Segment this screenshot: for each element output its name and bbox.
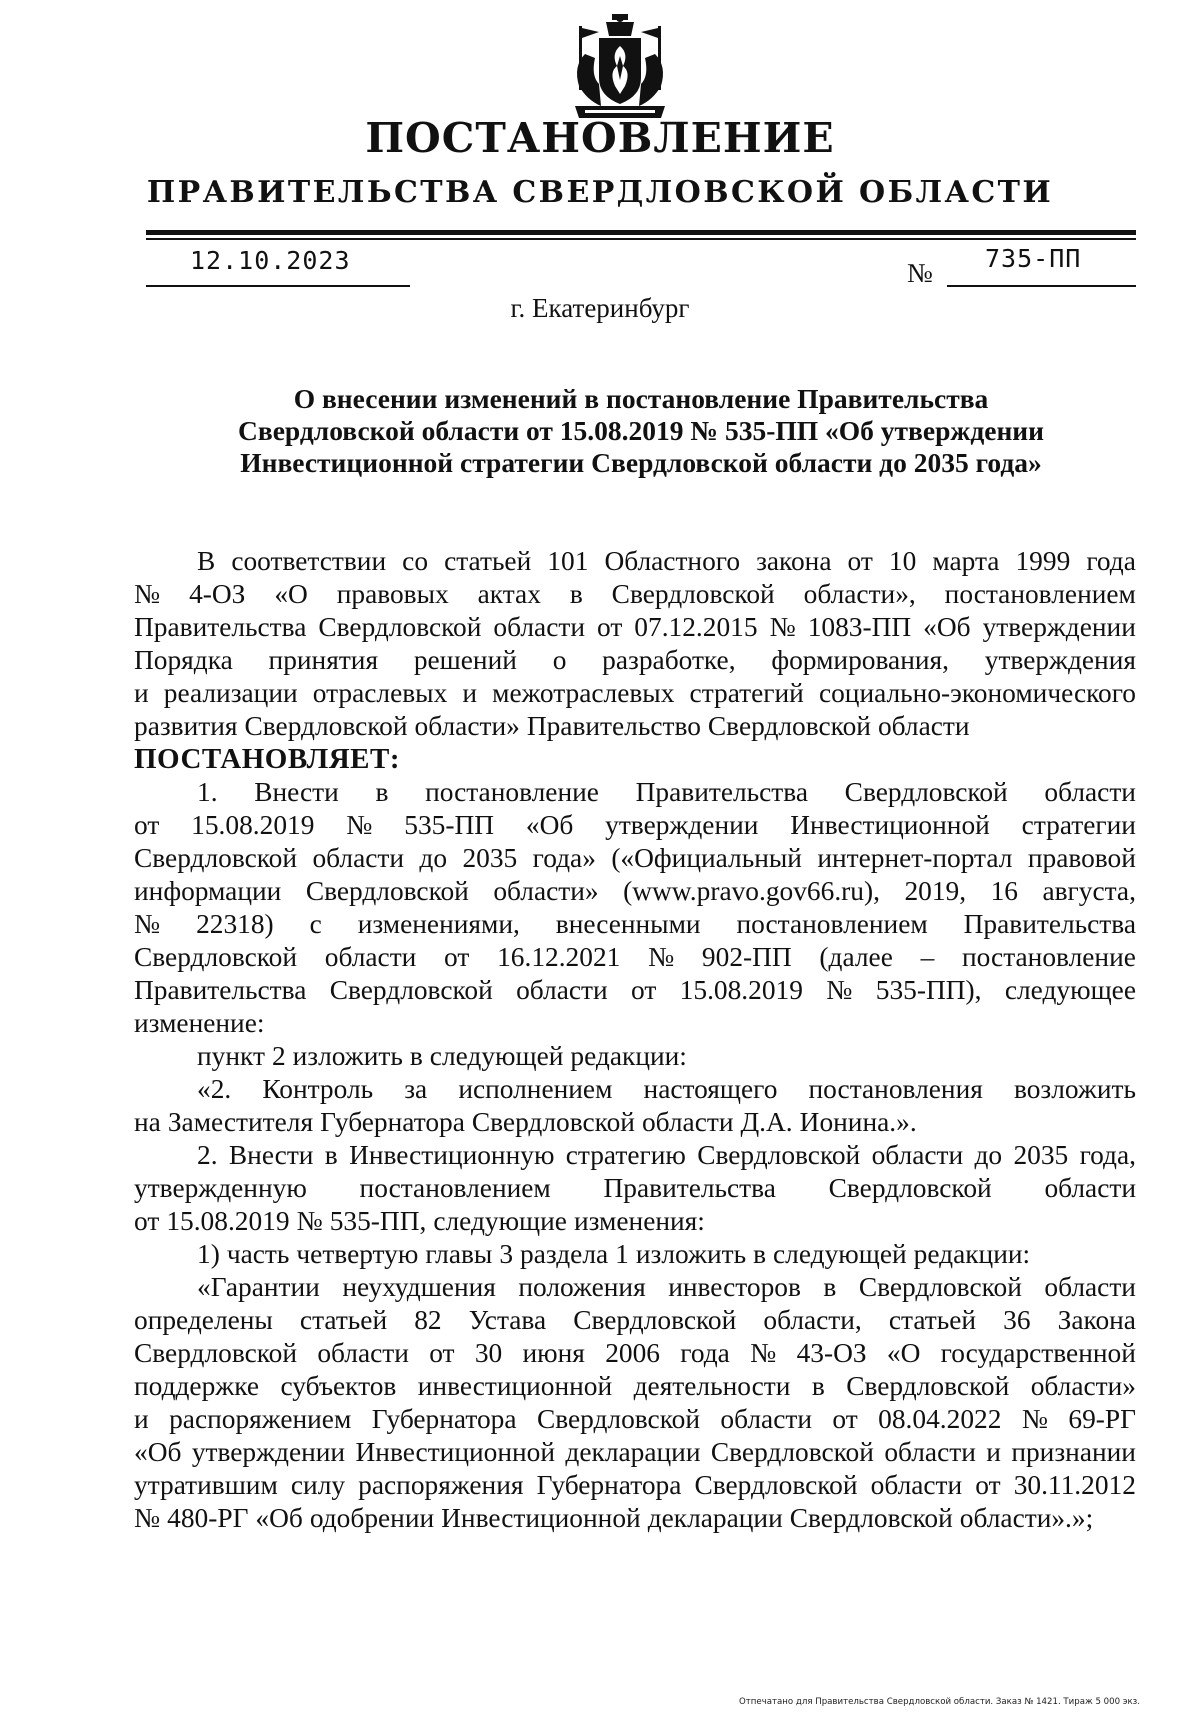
word: 902-ПП (701, 942, 792, 972)
word: Порядка (134, 645, 233, 675)
word: в (375, 777, 389, 807)
word: возложить (1013, 1074, 1136, 1104)
word: области, (763, 1305, 862, 1335)
word: 480-РГ (167, 1503, 249, 1533)
word: стратегий (689, 678, 804, 708)
word: и (986, 1437, 1001, 1467)
word: редакции: (913, 1239, 1031, 1269)
word: исполнением (458, 1074, 613, 1104)
word: 43-ОЗ (796, 1338, 867, 1368)
word: инвестиционной (417, 1371, 613, 1401)
word: 2035 (462, 843, 518, 873)
body-line (134, 1403, 1136, 1436)
word: области (493, 612, 585, 642)
word: постановление (425, 777, 599, 807)
word: июня (522, 1338, 585, 1368)
word: 2006 (605, 1338, 660, 1368)
word: межотраслевых (492, 678, 675, 708)
word: неухудшения (342, 1272, 496, 1302)
word: Свердловской (828, 1173, 992, 1203)
word: Правительства (603, 1173, 776, 1203)
word: Свердловской (844, 777, 1008, 807)
word: в (811, 1371, 825, 1401)
word: часть (226, 1239, 290, 1269)
word: закона (756, 546, 832, 576)
word: Губернатора (371, 1404, 517, 1434)
body-line (134, 545, 1136, 578)
document-number: 735-ПП (985, 244, 1082, 273)
word: Правительства (635, 777, 808, 807)
word: 1) (197, 1239, 220, 1269)
body-line (134, 1172, 1136, 1205)
word: интернет-портал (817, 843, 1013, 873)
word: пункт (197, 1041, 265, 1071)
body-line (134, 1502, 1136, 1535)
word: утвержденную (134, 1173, 307, 1203)
word: марта (932, 546, 1000, 576)
word: от (631, 975, 657, 1005)
word: следующей (429, 1041, 564, 1071)
word: «Об (255, 1503, 303, 1533)
word: Устава (468, 1305, 547, 1335)
word: года» (532, 843, 596, 873)
word: четвертую (296, 1239, 419, 1269)
document-type-title: ПОСТАНОВЛЕНИЕ (365, 114, 835, 162)
word: Свердловской (694, 1470, 858, 1500)
word: поддержке (134, 1371, 259, 1401)
word: утверждении (605, 810, 759, 840)
word: изменения: (573, 1206, 705, 1236)
word: утверждении (982, 612, 1136, 642)
body-line (134, 1469, 1136, 1502)
body-line (134, 1436, 1136, 1469)
word: информации (134, 876, 282, 906)
word: области».»; (959, 1503, 1094, 1533)
word: Ионина.». (799, 1107, 917, 1137)
word: Правительства (134, 975, 307, 1005)
word: Свердловской (697, 1140, 861, 1170)
word: области (1044, 777, 1136, 807)
word: № (296, 1206, 323, 1236)
word: области» (414, 711, 520, 741)
body-line (134, 1337, 1136, 1370)
word: Свердловской (611, 579, 775, 609)
word: деятельности (633, 1371, 791, 1401)
body-line (134, 1106, 1136, 1139)
word: 2. (197, 1140, 218, 1170)
word: внесенными (555, 909, 701, 939)
word: 2035 (1013, 1140, 1069, 1170)
document-date: 12.10.2023 (190, 246, 351, 275)
word: № (826, 975, 853, 1005)
header-rule-thick (146, 230, 1136, 235)
word: со (402, 546, 429, 576)
word: 535-ПП, (329, 1206, 427, 1236)
word: инвесторов (668, 1272, 801, 1302)
word: изложить (635, 1239, 747, 1269)
resolution-keyword: ПОСТАНОВЛЯЕТ: (134, 743, 400, 775)
word: «Гарантии (197, 1272, 320, 1302)
word: года, (1079, 1140, 1136, 1170)
word: Контроль (262, 1074, 374, 1104)
word: в (324, 1140, 338, 1170)
word: № (134, 579, 161, 609)
word: Свердловской (329, 975, 493, 1005)
word: до (419, 843, 448, 873)
word: утверждении (191, 1437, 346, 1467)
word: развития (134, 711, 238, 741)
body-line (134, 809, 1136, 842)
word: силу (290, 1470, 346, 1500)
word: следующие (433, 1206, 567, 1236)
word: 2 (271, 1041, 286, 1071)
word: решений (413, 645, 517, 675)
word: статьей (888, 1305, 977, 1335)
word: Инвестиционной (355, 1437, 556, 1467)
word: 30 (474, 1338, 503, 1368)
word: области (516, 975, 608, 1005)
word: главы (425, 1239, 493, 1269)
body-line (134, 1238, 1136, 1271)
word: редакции: (570, 1041, 687, 1071)
word: формирования, (771, 645, 949, 675)
word: Свердловской (710, 1437, 874, 1467)
word: Свердловской (471, 1107, 635, 1137)
word: области», (803, 579, 916, 609)
word: одобрении (309, 1503, 435, 1533)
word: Свердловской (134, 942, 298, 972)
body-line (134, 776, 1136, 809)
word: Областного (604, 546, 741, 576)
print-footer: Отпечатано для Правительства Свердловской области. Заказ № 1421. Тираж 5 000 экз. (739, 1697, 1140, 1707)
word: 15.08.2019 (166, 1206, 290, 1236)
word: области (720, 1404, 812, 1434)
word: Губернатора (320, 1107, 465, 1137)
word: 101 (547, 546, 589, 576)
word: области» (493, 876, 599, 906)
body-line (134, 974, 1136, 1007)
document-body (134, 545, 1136, 1535)
word: субъектов (280, 1371, 397, 1401)
word: распоряжения (358, 1470, 524, 1500)
word: Губернатора (536, 1470, 682, 1500)
word: Д.А. (740, 1107, 793, 1137)
word: № (346, 810, 373, 840)
word: от (134, 810, 160, 840)
body-line (134, 578, 1136, 611)
word: распоряжением (169, 1404, 352, 1434)
word: и (462, 678, 478, 708)
word: в (753, 1239, 767, 1269)
body-line (134, 1007, 1136, 1040)
body-line (134, 644, 1136, 677)
word: области (317, 1338, 409, 1368)
body-line (134, 1073, 1136, 1106)
word: Свердловской (244, 711, 408, 741)
word: 16 (990, 876, 1018, 906)
word: признании (1011, 1437, 1136, 1467)
word: на (134, 1107, 161, 1137)
word: положения (518, 1272, 646, 1302)
body-line (134, 1304, 1136, 1337)
word: Свердловской (789, 1503, 953, 1533)
body-line (134, 710, 1136, 743)
word: Правительство (526, 711, 701, 741)
word: 1 (615, 1239, 629, 1269)
word: соответствии (231, 546, 387, 576)
word: 2019, (904, 876, 967, 906)
word: декларации (565, 1437, 701, 1467)
word: области (877, 711, 970, 741)
word: Правительства (134, 612, 307, 642)
word: от (596, 612, 623, 642)
word: о (552, 645, 567, 675)
word: Свердловской (707, 711, 871, 741)
word: утратившим (134, 1470, 278, 1500)
word: и (134, 678, 149, 708)
body-line (134, 941, 1136, 974)
word: «Об (923, 612, 971, 642)
word: 4-ОЗ (189, 579, 246, 609)
word: (www.pravo.gov66.ru), (623, 876, 880, 906)
word: от (975, 1470, 1001, 1500)
word: области (324, 942, 417, 972)
coat-of-arms-icon (565, 14, 675, 118)
word: Заместителя (167, 1107, 314, 1137)
body-line (134, 1370, 1136, 1403)
word: в (409, 1041, 423, 1071)
word: области (1044, 1272, 1136, 1302)
body-line (134, 1271, 1136, 1304)
number-underline (947, 285, 1136, 287)
word: 15.08.2019 (191, 810, 315, 840)
word: правовой (1027, 843, 1136, 873)
word: № (1021, 1404, 1048, 1434)
word: 3 (499, 1239, 514, 1269)
number-label: № (907, 258, 933, 288)
word: 1. (197, 777, 218, 807)
word: 30.11.2012 (1013, 1470, 1136, 1500)
word: правовых (336, 579, 449, 609)
word: области» (1030, 1371, 1136, 1401)
body-line (134, 908, 1136, 941)
word: за (404, 1074, 428, 1104)
word: стратегию (565, 1140, 686, 1170)
word: Свердловской (134, 1338, 298, 1368)
word: изменение: (134, 1008, 265, 1038)
word: Свердловской (305, 876, 469, 906)
word: № (648, 942, 675, 972)
word: года (680, 1338, 730, 1368)
word: статьей (299, 1305, 388, 1335)
word: в (569, 579, 583, 609)
body-line (134, 611, 1136, 644)
word: «Об (134, 1437, 182, 1467)
word: раздела (520, 1239, 609, 1269)
word: В (197, 546, 216, 576)
word: Инвестиционную (349, 1140, 555, 1170)
word: от (847, 546, 873, 576)
word: в (823, 1272, 837, 1302)
word: Свердловской (536, 1404, 700, 1434)
word: года (1086, 546, 1136, 576)
heading-line: О внесении изменений в постановление Правительства (293, 383, 989, 414)
word: Инвестиционной (790, 810, 990, 840)
word: статьей (444, 546, 532, 576)
word: № (134, 1503, 161, 1533)
word: от (832, 1404, 858, 1434)
word: и (134, 1404, 149, 1434)
word: с (309, 909, 322, 939)
word: области (870, 1470, 963, 1500)
word: определены (134, 1305, 273, 1335)
word: от (429, 1338, 455, 1368)
word: постановлением (944, 579, 1136, 609)
word: 82 (414, 1305, 442, 1335)
word: 15.08.2019 (679, 975, 803, 1005)
word: Свердловской (318, 612, 482, 642)
word: настоящего (643, 1074, 778, 1104)
header-rule-thin (146, 238, 1136, 240)
word: государственной (940, 1338, 1136, 1368)
word: августа, (1042, 876, 1136, 906)
word: Внести (228, 1140, 314, 1170)
word: разработке, (602, 645, 736, 675)
word: декларации (647, 1503, 783, 1533)
word: 36 (1003, 1305, 1031, 1335)
word: «О (886, 1338, 921, 1368)
word: следующей (773, 1239, 907, 1269)
city-name: г. Екатеринбург (510, 293, 690, 323)
word: 69-РГ (1068, 1404, 1136, 1434)
word: от (444, 942, 470, 972)
word: № (750, 1338, 777, 1368)
word: Правительства (963, 909, 1136, 939)
word: («Официальный (611, 843, 802, 873)
word: области (871, 1140, 964, 1170)
word: от (134, 1206, 160, 1236)
word: 10 (888, 546, 917, 576)
word: 535-ПП (404, 810, 495, 840)
word: № (134, 909, 161, 939)
date-underline (146, 285, 410, 287)
word: 22318) (196, 909, 274, 939)
body-line (134, 1139, 1136, 1172)
word: № (769, 612, 796, 642)
word: – (920, 942, 935, 972)
word: области (641, 1107, 734, 1137)
word: принятия (268, 645, 379, 675)
word: области (884, 1437, 976, 1467)
word: «О (274, 579, 308, 609)
word: изложить (292, 1041, 403, 1071)
word: стратегии (1021, 810, 1136, 840)
word: области (1044, 1173, 1136, 1203)
word: Внести (254, 777, 339, 807)
word: следующее (1004, 975, 1136, 1005)
word: отраслевых (312, 678, 448, 708)
body-line (134, 677, 1136, 710)
word: Инвестиционной (441, 1503, 641, 1533)
word: «2. (197, 1074, 232, 1104)
word: 1999 (1015, 546, 1071, 576)
word: социально-экономического (818, 678, 1136, 708)
body-line (134, 1040, 1136, 1073)
word: Свердловской (846, 1371, 1010, 1401)
word: области (312, 843, 405, 873)
word: Свердловской (573, 1305, 737, 1335)
word: 1083-ПП (807, 612, 912, 642)
word: Закона (1057, 1305, 1136, 1335)
word: постановлением (736, 909, 928, 939)
word: (далее (819, 942, 893, 972)
word: Свердловской (134, 843, 298, 873)
word: изменениями, (357, 909, 520, 939)
word: 07.12.2015 (634, 612, 758, 642)
heading-line: Свердловской области от 15.08.2019 № 535-ПП «Об утверждении (238, 415, 1044, 446)
body-line (134, 1205, 1136, 1238)
document-heading (146, 383, 1136, 479)
heading-line: Инвестиционной стратегии Свердловской области до 2035 года» (240, 447, 1042, 478)
issuing-authority: ПРАВИТЕЛЬСТВА СВЕРДЛОВСКОЙ ОБЛАСТИ (146, 175, 1054, 210)
body-line (134, 842, 1136, 875)
word: реализации (163, 678, 298, 708)
word: до (974, 1140, 1003, 1170)
word: 535-ПП), (875, 975, 982, 1005)
word: Свердловской (858, 1272, 1022, 1302)
word: постановлением (359, 1173, 551, 1203)
word: постановления (808, 1074, 983, 1104)
word: «Об (525, 810, 574, 840)
word: 08.04.2022 (878, 1404, 1002, 1434)
word: актах (477, 579, 541, 609)
word: утверждения (984, 645, 1136, 675)
word: постановление (962, 942, 1136, 972)
word: 16.12.2021 (497, 942, 621, 972)
body-line (134, 875, 1136, 908)
